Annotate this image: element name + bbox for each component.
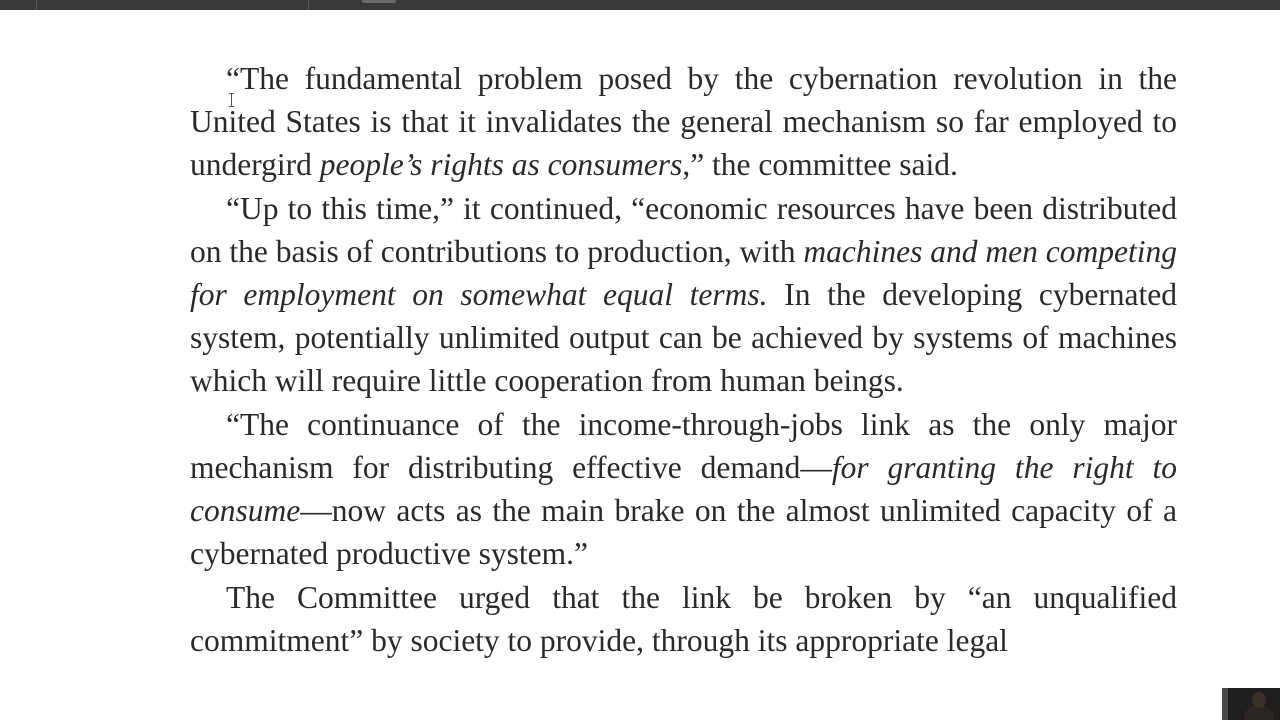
webcam-frame-edge xyxy=(1222,688,1228,720)
webcam-thumbnail xyxy=(1222,688,1280,720)
document-body xyxy=(190,57,1177,662)
toolbar-separator xyxy=(308,0,309,10)
toolbar-separator xyxy=(36,0,37,10)
paragraph-text-italic: people’s rights as consumers xyxy=(319,147,683,183)
paragraph-text: In the developing cybernated system, potentially unlimited output can be achieved by systems of machines which will require little cooperation from human beings. xyxy=(190,277,1178,399)
paragraph-text: “Up to this time,” it continued, “economic resources have been distributed on the basis of contributions to production, with xyxy=(190,190,1177,269)
paragraph-text: —now acts as the main brake on the almost unlimited capacity of a cybernated productive system.” xyxy=(190,493,1177,572)
window-top-bar xyxy=(0,0,1280,10)
paragraph xyxy=(190,576,1177,662)
paragraph xyxy=(190,403,1177,576)
paragraph xyxy=(190,57,1177,187)
toolbar-tab-stub[interactable] xyxy=(362,0,396,3)
paragraph-text: The Committee urged that the link be broken by “an unqualified commitment” by society to provide, through its appropriate legal xyxy=(190,580,1177,659)
paragraph-text: ,” the committee said. xyxy=(682,147,958,183)
webcam-person-head xyxy=(1252,692,1266,708)
paragraph-text-italic: for granting the right to consume xyxy=(190,449,1177,529)
paragraph-text-italic: machines and men competing for employment on somewhat equal terms. xyxy=(190,233,1177,313)
paragraph xyxy=(190,187,1177,403)
paragraph-text: “The fundamental problem posed by the cybernation revolution in the United States is that it invalidates the general mechanism so far employed to undergird xyxy=(190,61,1177,183)
webcam-person-body xyxy=(1244,706,1274,720)
text-cursor-icon xyxy=(229,93,234,107)
paragraph-text: “The continuance of the income-through-jobs link as the only major mechanism for distributing effective demand— xyxy=(190,406,1177,485)
